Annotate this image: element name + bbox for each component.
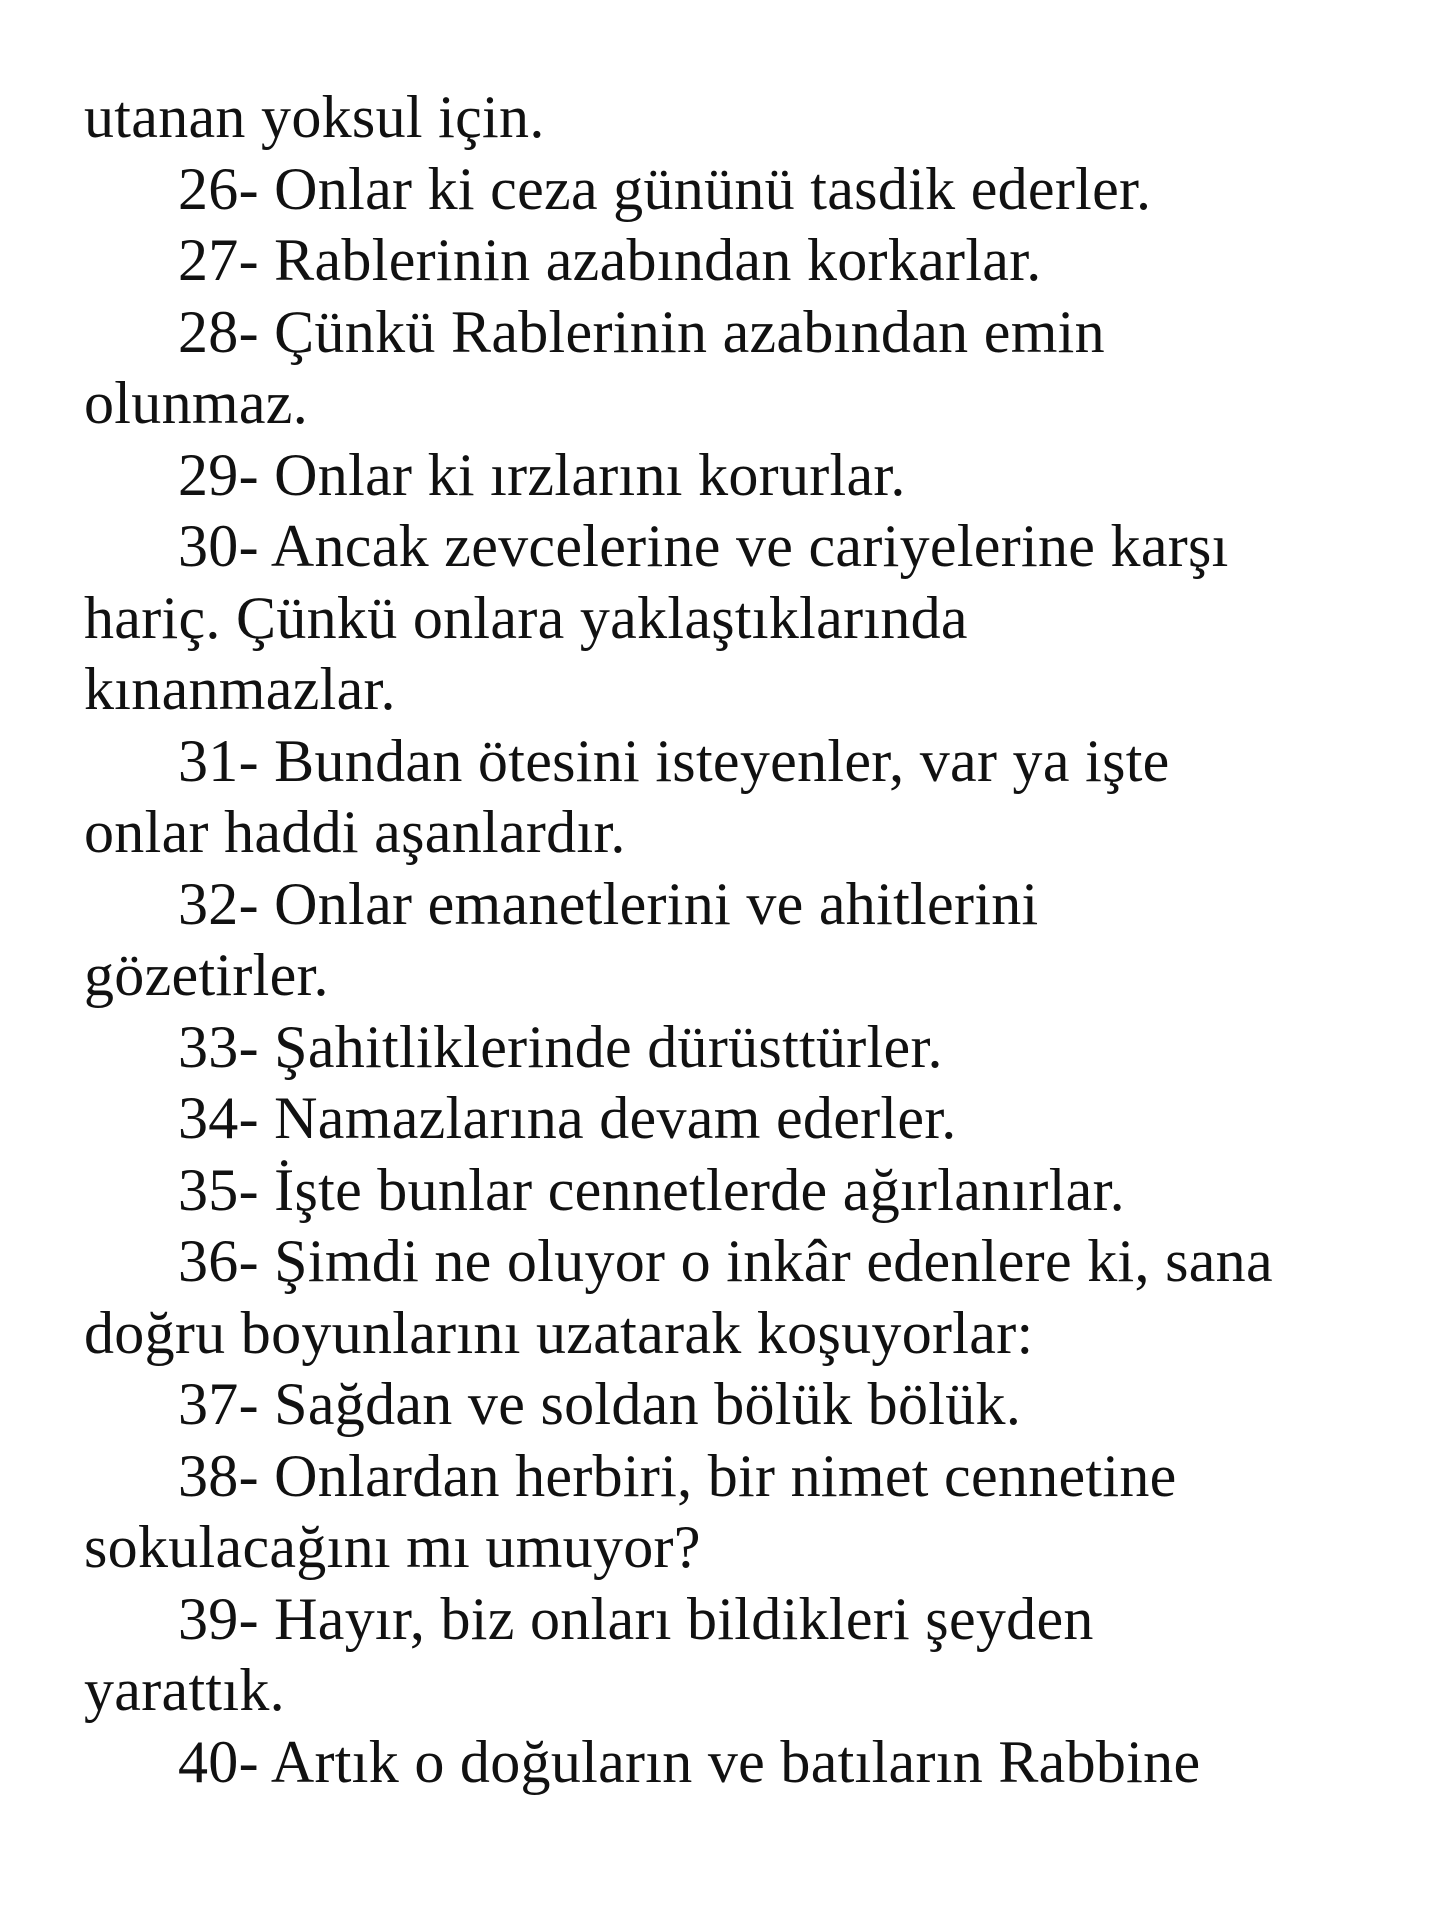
verse-line-39: 39- Hayır, biz onları bildikleri şeyden — [178, 1585, 1094, 1652]
verse-line-31: 31- Bundan ötesini isteyenler, var ya işte — [178, 727, 1170, 794]
verse-line-29: 29- Onlar ki ırzlarını korurlar. — [178, 441, 906, 508]
verse-line-35: 35- İşte bunlar cennetlerde ağırlanırlar. — [178, 1156, 1125, 1223]
text-line: doğru boyunlarını uzatarak koşuyorlar: — [84, 1299, 1034, 1366]
verse-line-34: 34- Namazlarına devam ederler. — [178, 1085, 957, 1151]
verse-line-32: 32- Onlar emanetlerini ve ahitlerini — [178, 870, 1039, 937]
verse-line-37: 37- Sağdan ve soldan bölük bölük. — [178, 1371, 1022, 1437]
verse-line-26: 26- Onlar ki ceza gününü tasdik ederler. — [178, 155, 1152, 222]
verse-line-27: 27- Rablerinin azabından korkarlar. — [178, 227, 1042, 293]
text-line: hariç. Çünkü onlara yaklaştıklarında — [84, 584, 968, 651]
text-line: kınanmazlar. — [84, 656, 396, 722]
verse-line-30: 30- Ancak zevcelerine ve cariyelerine karşı — [178, 513, 1229, 579]
text-line: sokulacağını mı umuyor? — [84, 1514, 701, 1580]
verse-line-33: 33- Şahitliklerinde dürüsttürler. — [178, 1013, 943, 1080]
text-line: olunmaz. — [84, 370, 309, 436]
verse-line-38: 38- Onlardan herbiri, bir nimet cennetine — [178, 1442, 1177, 1509]
text-line: gözetirler. — [84, 942, 329, 1008]
verse-line-36: 36- Şimdi ne oluyor o inkâr edenlere ki, sana — [178, 1228, 1273, 1294]
verse-line-28: 28- Çünkü Rablerinin azabından emin — [178, 298, 1105, 365]
text-line: utanan yoksul için. — [84, 84, 545, 150]
text-line: yarattık. — [84, 1657, 285, 1723]
text-line: onlar haddi aşanlardır. — [84, 799, 626, 865]
verse-line-40: 40- Artık o doğuların ve batıların Rabbine — [178, 1728, 1201, 1795]
body-text — [84, 82, 1404, 1798]
